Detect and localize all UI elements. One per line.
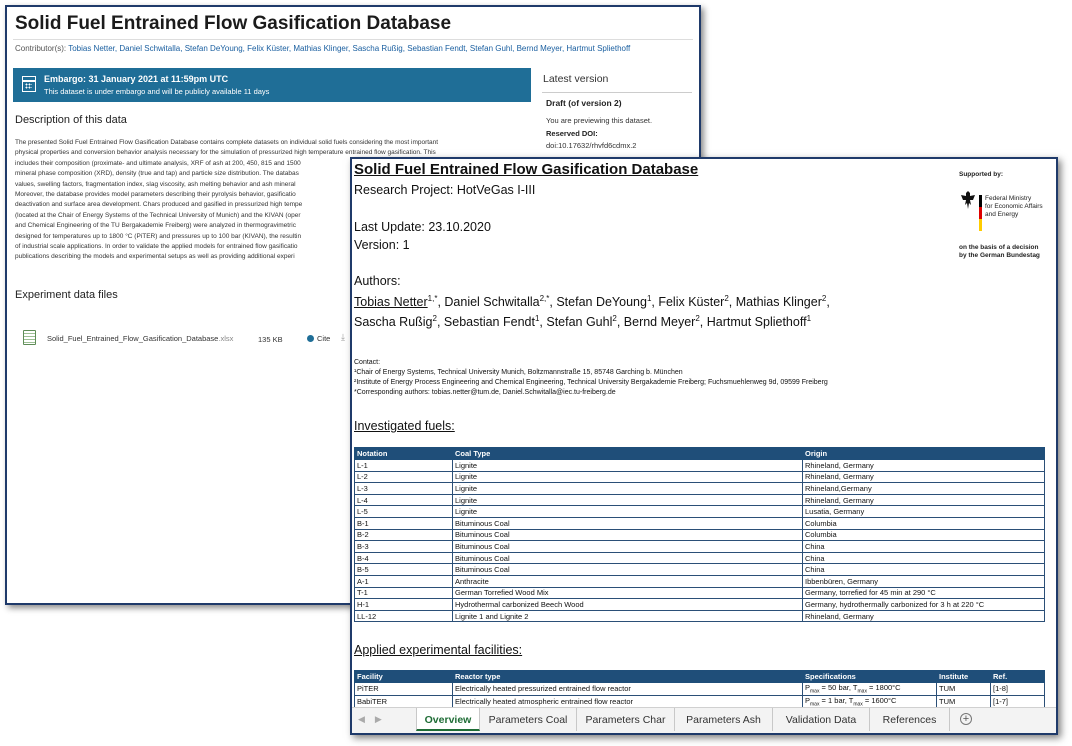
table-cell[interactable]: Rhineland,Germany <box>803 483 1045 495</box>
table-cell[interactable]: Anthracite <box>453 575 803 587</box>
files-heading: Experiment data files <box>15 289 118 301</box>
table-cell[interactable]: Bituminous Coal <box>453 517 803 529</box>
bundestag-decision: on the basis of a decision by the German Bundestag <box>959 244 1040 259</box>
table-cell[interactable]: Columbia <box>803 517 1045 529</box>
table-cell[interactable]: TUM <box>937 695 991 708</box>
contributors-line <box>15 44 630 53</box>
description-line: and Chemical Engineering of the TU Bergakademie Freiberg) were analyzed in thermogravimetric <box>15 222 296 230</box>
table-cell[interactable]: B-3 <box>355 541 453 553</box>
table-cell[interactable]: Rhineland, Germany <box>803 471 1045 483</box>
column-header[interactable]: Reactor type <box>453 671 803 683</box>
table-row <box>355 483 1045 495</box>
table-row <box>355 494 1045 506</box>
table-cell[interactable]: Hydrothermal carbonized Beech Wood <box>453 599 803 611</box>
table-cell[interactable]: L-5 <box>355 506 453 518</box>
table-cell[interactable]: Lignite <box>453 483 803 495</box>
table-row <box>355 587 1045 599</box>
sheet-title: Solid Fuel Entrained Flow Gasification Database <box>354 161 699 178</box>
sheet-tab[interactable]: Validation Data <box>773 708 870 731</box>
table-cell[interactable]: Electrically heated atmospheric entrained flow reactor <box>453 695 803 708</box>
table-cell[interactable]: Lignite <box>453 471 803 483</box>
table-cell[interactable]: Germany, torrefied for 45 min at 290 °C <box>803 587 1045 599</box>
table-cell[interactable]: Rhineland, Germany <box>803 494 1045 506</box>
description-line: The presented Solid Fuel Entrained Flow Gasification Database contains complete datasets on individual solid fuels considering the most important <box>15 139 439 146</box>
contributors-label: Contributor(s): <box>15 44 67 53</box>
column-header[interactable]: Institute <box>937 671 991 683</box>
table-cell[interactable]: Ibbenbüren, Germany <box>803 575 1045 587</box>
table-row <box>355 517 1045 529</box>
supported-by-label: Supported by: <box>959 171 1004 178</box>
last-update: Last Update: 23.10.2020 <box>354 220 491 234</box>
table-row <box>355 683 1045 696</box>
file-size: 135 KB <box>258 335 283 344</box>
draft-version-link[interactable]: Draft (of version 2) <box>546 98 622 108</box>
description-line: physical properties and conversion behavior analysis necessary for the simulation of pressurized high temperature entrained flow gasification. This <box>15 149 436 157</box>
table-cell[interactable]: China <box>803 541 1045 553</box>
add-sheet-button[interactable]: + <box>960 713 972 725</box>
column-header[interactable]: Notation <box>355 448 453 460</box>
authors-line-2: Sascha Rußig$^2$, Sebastian Fendt$^1$, Stefan Guhl$^2$, Bernd Meyer$^2$, Hartmut Spliethoff$^1$ <box>354 314 812 330</box>
ministry-name: Federal Ministry for Economic Affairs and Energy <box>985 195 1043 218</box>
description-heading: Description of this data <box>15 114 127 126</box>
table-cell[interactable]: Lignite 1 and Lignite 2 <box>453 610 803 622</box>
authors-heading: Authors: <box>354 274 401 288</box>
table-row <box>355 460 1045 472</box>
table-cell[interactable]: China <box>803 552 1045 564</box>
download-icon[interactable]: ⤓ <box>341 332 345 342</box>
table-cell[interactable]: Bituminous Coal <box>453 529 803 541</box>
version: Version: 1 <box>354 238 410 252</box>
column-header[interactable]: Facility <box>355 671 453 683</box>
embargo-title: Embargo: 31 January 2021 at 11:59pm UTC <box>44 74 229 84</box>
table-cell[interactable]: B-2 <box>355 529 453 541</box>
table-cell[interactable]: BabiTER <box>355 695 453 708</box>
table-cell[interactable]: B-4 <box>355 552 453 564</box>
contributors-links[interactable]: Tobias Netter, Daniel Schwitalla, Stefan DeYoung, Felix Küster, Mathias Klinger, Sascha Rußig, Sebastian Fendt, Stefan Guhl, Bernd Meyer, Hartmut Spliethoff <box>68 44 631 53</box>
table-cell[interactable]: PiTER <box>355 683 453 696</box>
table-cell[interactable]: L-1 <box>355 460 453 472</box>
table-cell[interactable]: B-1 <box>355 517 453 529</box>
contact-block: Contact: ¹Chair of Energy Systems, Technical University Munich, Boltzmannstraße 15, 85748 Garching b. München ²Institute of Energy Process Engineering and Chemical Engineering, Technical University Bergakademie Freiberg; Fuchsmuehlenweg 9d, 09599 Freiberg *Corresponding authors: tobias.netter@tum.de, Daniel.Schwitalla@iec.tu-freiberg.de <box>354 359 828 396</box>
table-cell[interactable]: Bituminous Coal <box>453 552 803 564</box>
dataset-title: Solid Fuel Entrained Flow Gasification Database <box>15 13 452 34</box>
table-cell[interactable]: German Torrefied Wood Mix <box>453 587 803 599</box>
cite-button[interactable]: Cite <box>307 334 330 343</box>
table-cell[interactable]: H-1 <box>355 599 453 611</box>
research-project: Research Project: HotVeGas I-III <box>354 183 536 197</box>
description-line: publications describing the models and experimental setups as well as providing additional experi <box>15 253 295 261</box>
facilities-table <box>354 670 1045 708</box>
sheet-nav-arrows[interactable]: ◀▶ <box>358 714 392 724</box>
table-cell[interactable]: Lignite <box>453 460 803 472</box>
german-flag-stripe <box>979 195 982 231</box>
table-cell[interactable]: Rhineland, Germany <box>803 610 1045 622</box>
description-line: designed for temperatures up to 1800 °C (PiTER) and pressures up to 100 bar (KIVAN), the resultin <box>15 232 302 240</box>
table-row <box>355 695 1045 708</box>
description-line: (located at the Chair of Energy Systems of the Technical University of Munich) and the KIVAN (oper <box>15 211 301 219</box>
table-cell[interactable]: Bituminous Coal <box>453 541 803 553</box>
table-cell[interactable]: Lignite <box>453 494 803 506</box>
table-row <box>355 599 1045 611</box>
table-row <box>355 506 1045 518</box>
column-header[interactable]: Origin <box>803 448 1045 460</box>
table-row <box>355 552 1045 564</box>
table-cell[interactable]: Electrically heated pressurized entrained flow reactor <box>453 683 803 696</box>
table-cell[interactable]: L-4 <box>355 494 453 506</box>
table-cell[interactable]: [1-8] <box>991 683 1045 696</box>
description-line: of industrial scale applications. In order to validate the applied models for entrained flow gasificatio <box>15 243 298 251</box>
table-cell[interactable]: $P_{max} = 1$ bar, $T_{max} = 1600^\circ C$ <box>803 695 937 708</box>
sheet-tab[interactable]: Parameters Coal <box>480 708 577 731</box>
table-cell[interactable]: Rhineland, Germany <box>803 460 1045 472</box>
table-cell[interactable]: Columbia <box>803 529 1045 541</box>
table-row <box>355 575 1045 587</box>
calendar-icon <box>22 76 36 92</box>
spreadsheet-window <box>350 157 1058 735</box>
spreadsheet-file-icon <box>23 330 36 345</box>
description-line: values, swelling factors, fragmentation index, slag viscosity, ash melting behavior and ash mineral <box>15 180 296 188</box>
table-cell[interactable]: [1-7] <box>991 695 1045 708</box>
authors-line-1: Tobias Netter$^{1,*}$, Daniel Schwitalla$^{2,*}$, Stefan DeYoung$^1$, Felix Küster$^2$, Mathias Klinger$^2$, <box>354 294 830 310</box>
latest-version-heading: Latest version <box>543 73 609 85</box>
sheet-tab-bar <box>352 707 1056 734</box>
table-cell[interactable]: A-1 <box>355 575 453 587</box>
table-row <box>355 541 1045 553</box>
table-cell[interactable]: T-1 <box>355 587 453 599</box>
table-cell[interactable]: B-5 <box>355 564 453 576</box>
column-header[interactable]: Ref. <box>991 671 1045 683</box>
table-cell[interactable]: Lusatia, Germany <box>803 506 1045 518</box>
sheet-tab[interactable]: Parameters Ash <box>675 708 773 731</box>
sheet-tab[interactable]: Overview <box>416 708 480 731</box>
table-cell[interactable]: $P_{max} = 50$ bar, $T_{max} = 1800^\circ C$ <box>803 683 937 696</box>
table-cell[interactable]: Lignite <box>453 506 803 518</box>
table-row <box>355 471 1045 483</box>
reserved-doi: doi:10.17632/rhvfd6cdmx.2 <box>546 141 637 150</box>
fuels-table <box>354 447 1045 622</box>
federal-eagle-icon <box>959 189 977 211</box>
column-header[interactable]: Coal Type <box>453 448 803 460</box>
cite-icon <box>307 335 314 342</box>
file-name-link[interactable]: Solid_Fuel_Entrained_Flow_Gasification_Database.xlsx <box>47 334 234 343</box>
table-cell[interactable]: TUM <box>937 683 991 696</box>
table-row <box>355 610 1045 622</box>
description-line: mineral phase composition (XRD), density (true and tap) and particle size distribution. The databas <box>15 170 299 178</box>
reserved-doi-label: Reserved DOI: <box>546 129 598 138</box>
embargo-banner <box>13 68 531 102</box>
facilities-heading: Applied experimental facilities: <box>354 643 523 657</box>
file-item[interactable] <box>23 330 353 348</box>
table-cell[interactable]: L-2 <box>355 471 453 483</box>
sheet-tab[interactable]: References <box>870 708 950 731</box>
latest-version-divider <box>542 92 692 93</box>
table-row <box>355 564 1045 576</box>
table-row <box>355 529 1045 541</box>
table-cell[interactable]: LL-12 <box>355 610 453 622</box>
table-cell[interactable]: Bituminous Coal <box>453 564 803 576</box>
embargo-text: This dataset is under embargo and will be publicly available 11 days <box>44 87 270 96</box>
fuels-heading: Investigated fuels: <box>354 419 455 433</box>
table-cell[interactable]: Germany, hydrothermally carbonized for 3 h at 220 °C <box>803 599 1045 611</box>
table-cell[interactable]: L-3 <box>355 483 453 495</box>
preview-notice: You are previewing this dataset. <box>546 116 653 125</box>
column-header[interactable]: Specifications <box>803 671 937 683</box>
description-line: deactivation and surface area development. Chars produced and gasified in pressurized high tempe <box>15 201 303 209</box>
description-line: Moreover, the database provides model parameters describing their pyrolysis behavior, gasificatio <box>15 191 296 199</box>
title-divider <box>13 39 693 40</box>
sheet-tab[interactable]: Parameters Char <box>577 708 675 731</box>
description-line: includes their composition (proximate- and ultimate analysis, XRF of ash at 200, 450, 815 and 1500 <box>15 159 301 167</box>
fuels-header-row <box>355 448 1045 460</box>
table-cell[interactable]: China <box>803 564 1045 576</box>
facilities-header-row <box>355 671 1045 683</box>
